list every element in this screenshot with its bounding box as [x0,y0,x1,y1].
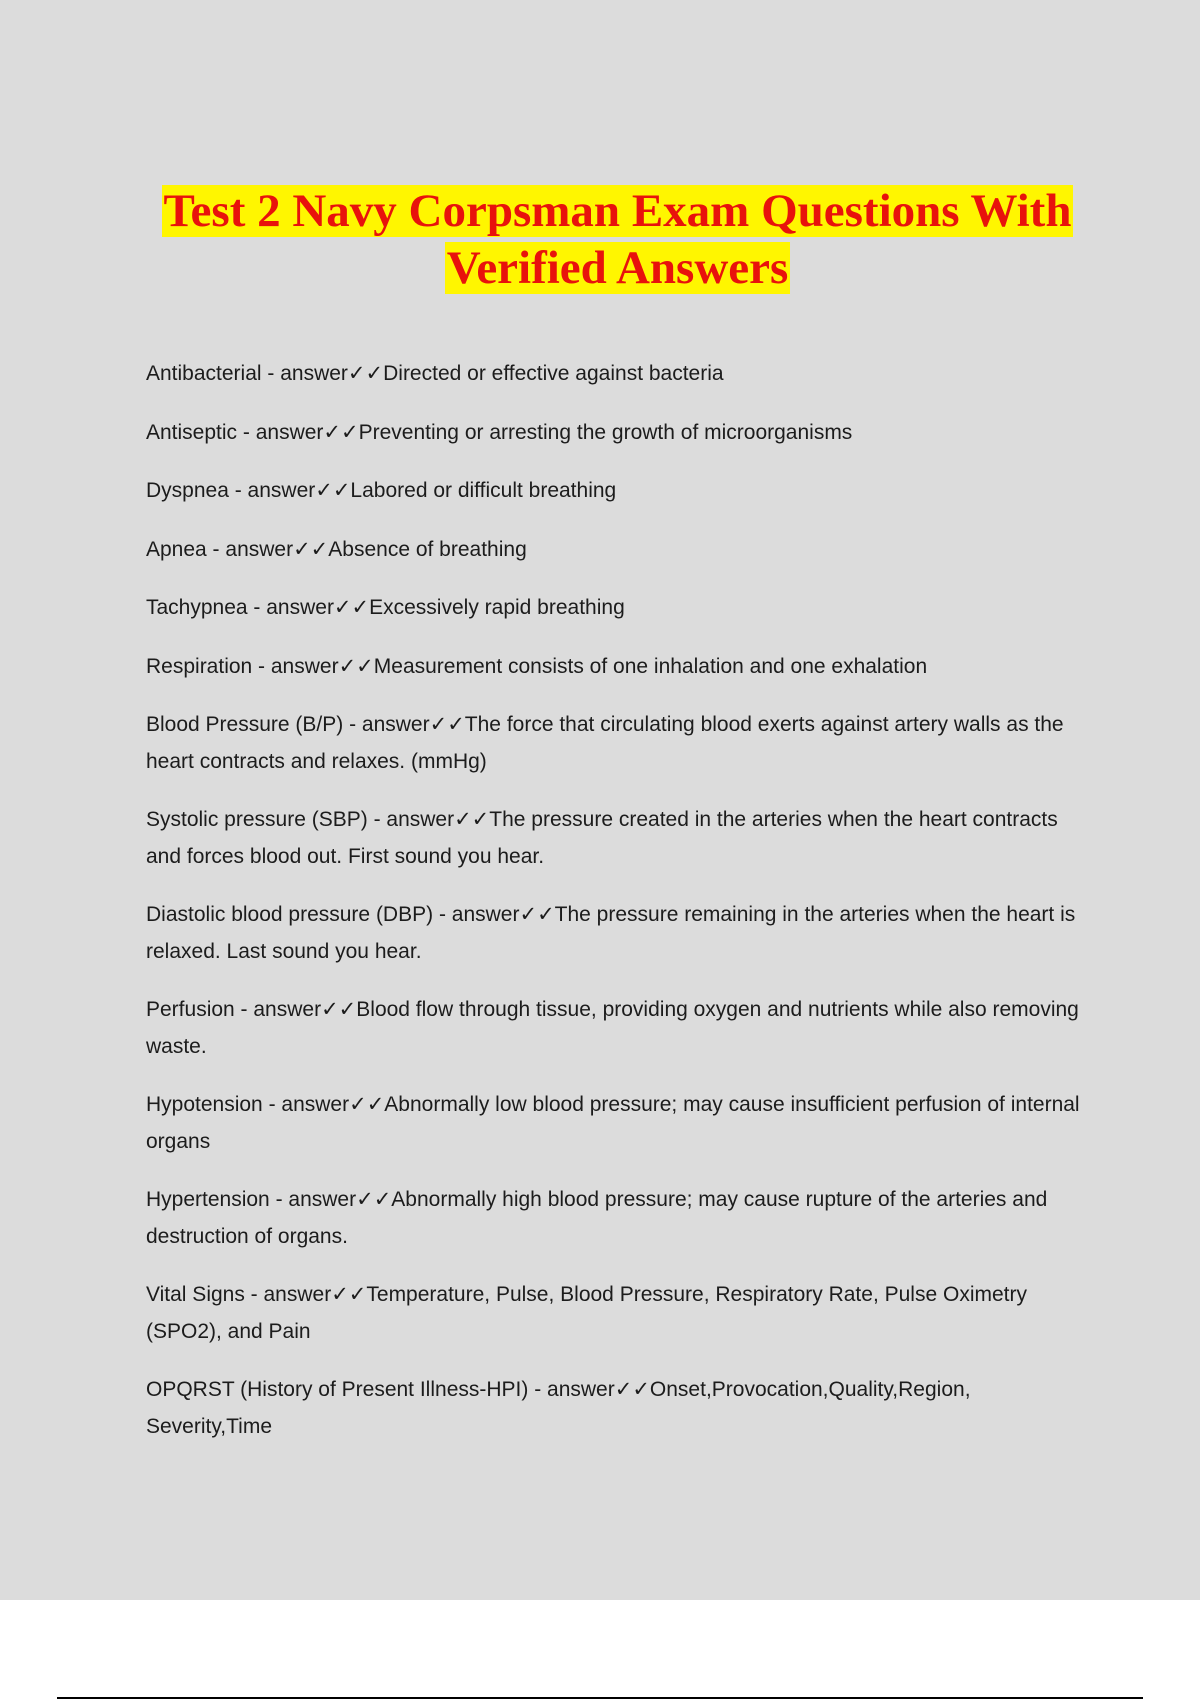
title-line-2: Verified Answers [446,242,789,294]
qa-item-opqrst: OPQRST (History of Present Illness-HPI) - answer✓✓Onset,Provocation,Quality,Region, Severity,Time [146,1378,971,1438]
qa-item-hypertension: Hypertension - answer✓✓Abnormally high blood pressure; may cause rupture of the arteries and destruction of organs. [146,1188,1048,1248]
qa-list [146,356,1086,1467]
qa-item-antibacterial: Antibacterial - answer✓✓Directed or effective against bacteria [146,362,724,385]
qa-item-perfusion: Perfusion - answer✓✓Blood flow through tissue, providing oxygen and nutrients while also removing waste. [146,998,1079,1058]
bottom-divider [57,1697,1143,1699]
qa-item-dyspnea: Dyspnea - answer✓✓Labored or difficult breathing [146,479,617,502]
qa-item-antiseptic: Antiseptic - answer✓✓Preventing or arresting the growth of microorganisms [146,420,853,444]
qa-item-vital-signs: Vital Signs - answer✓✓Temperature, Pulse, Blood Pressure, Respiratory Rate, Pulse Oximetry (SPO2), and Pain [146,1283,1027,1343]
title-line-1: Test 2 Navy Corpsman Exam Questions With [163,185,1072,237]
qa-item-diastolic-pressure: Diastolic blood pressure (DBP) - answer✓✓The pressure remaining in the arteries when the heart is relaxed. Last sound you hear. [146,903,1076,963]
qa-item-hypotension: Hypotension - answer✓✓Abnormally low blood pressure; may cause insufficient perfusion of internal organs [146,1093,1080,1153]
qa-item-tachypnea: Tachypnea - answer✓✓Excessively rapid breathing [146,596,625,619]
document-title [130,183,1105,297]
qa-item-blood-pressure: Blood Pressure (B/P) - answer✓✓The force that circulating blood exerts against artery walls as the heart contracts and relaxes. (mmHg) [146,713,1064,773]
qa-item-respiration: Respiration - answer✓✓Measurement consists of one inhalation and one exhalation [146,654,928,678]
qa-item-systolic-pressure: Systolic pressure (SBP) - answer✓✓The pressure created in the arteries when the heart contracts and forces blood out. First sound you hear. [146,808,1058,868]
qa-item-apnea: Apnea - answer✓✓Absence of breathing [146,537,527,561]
